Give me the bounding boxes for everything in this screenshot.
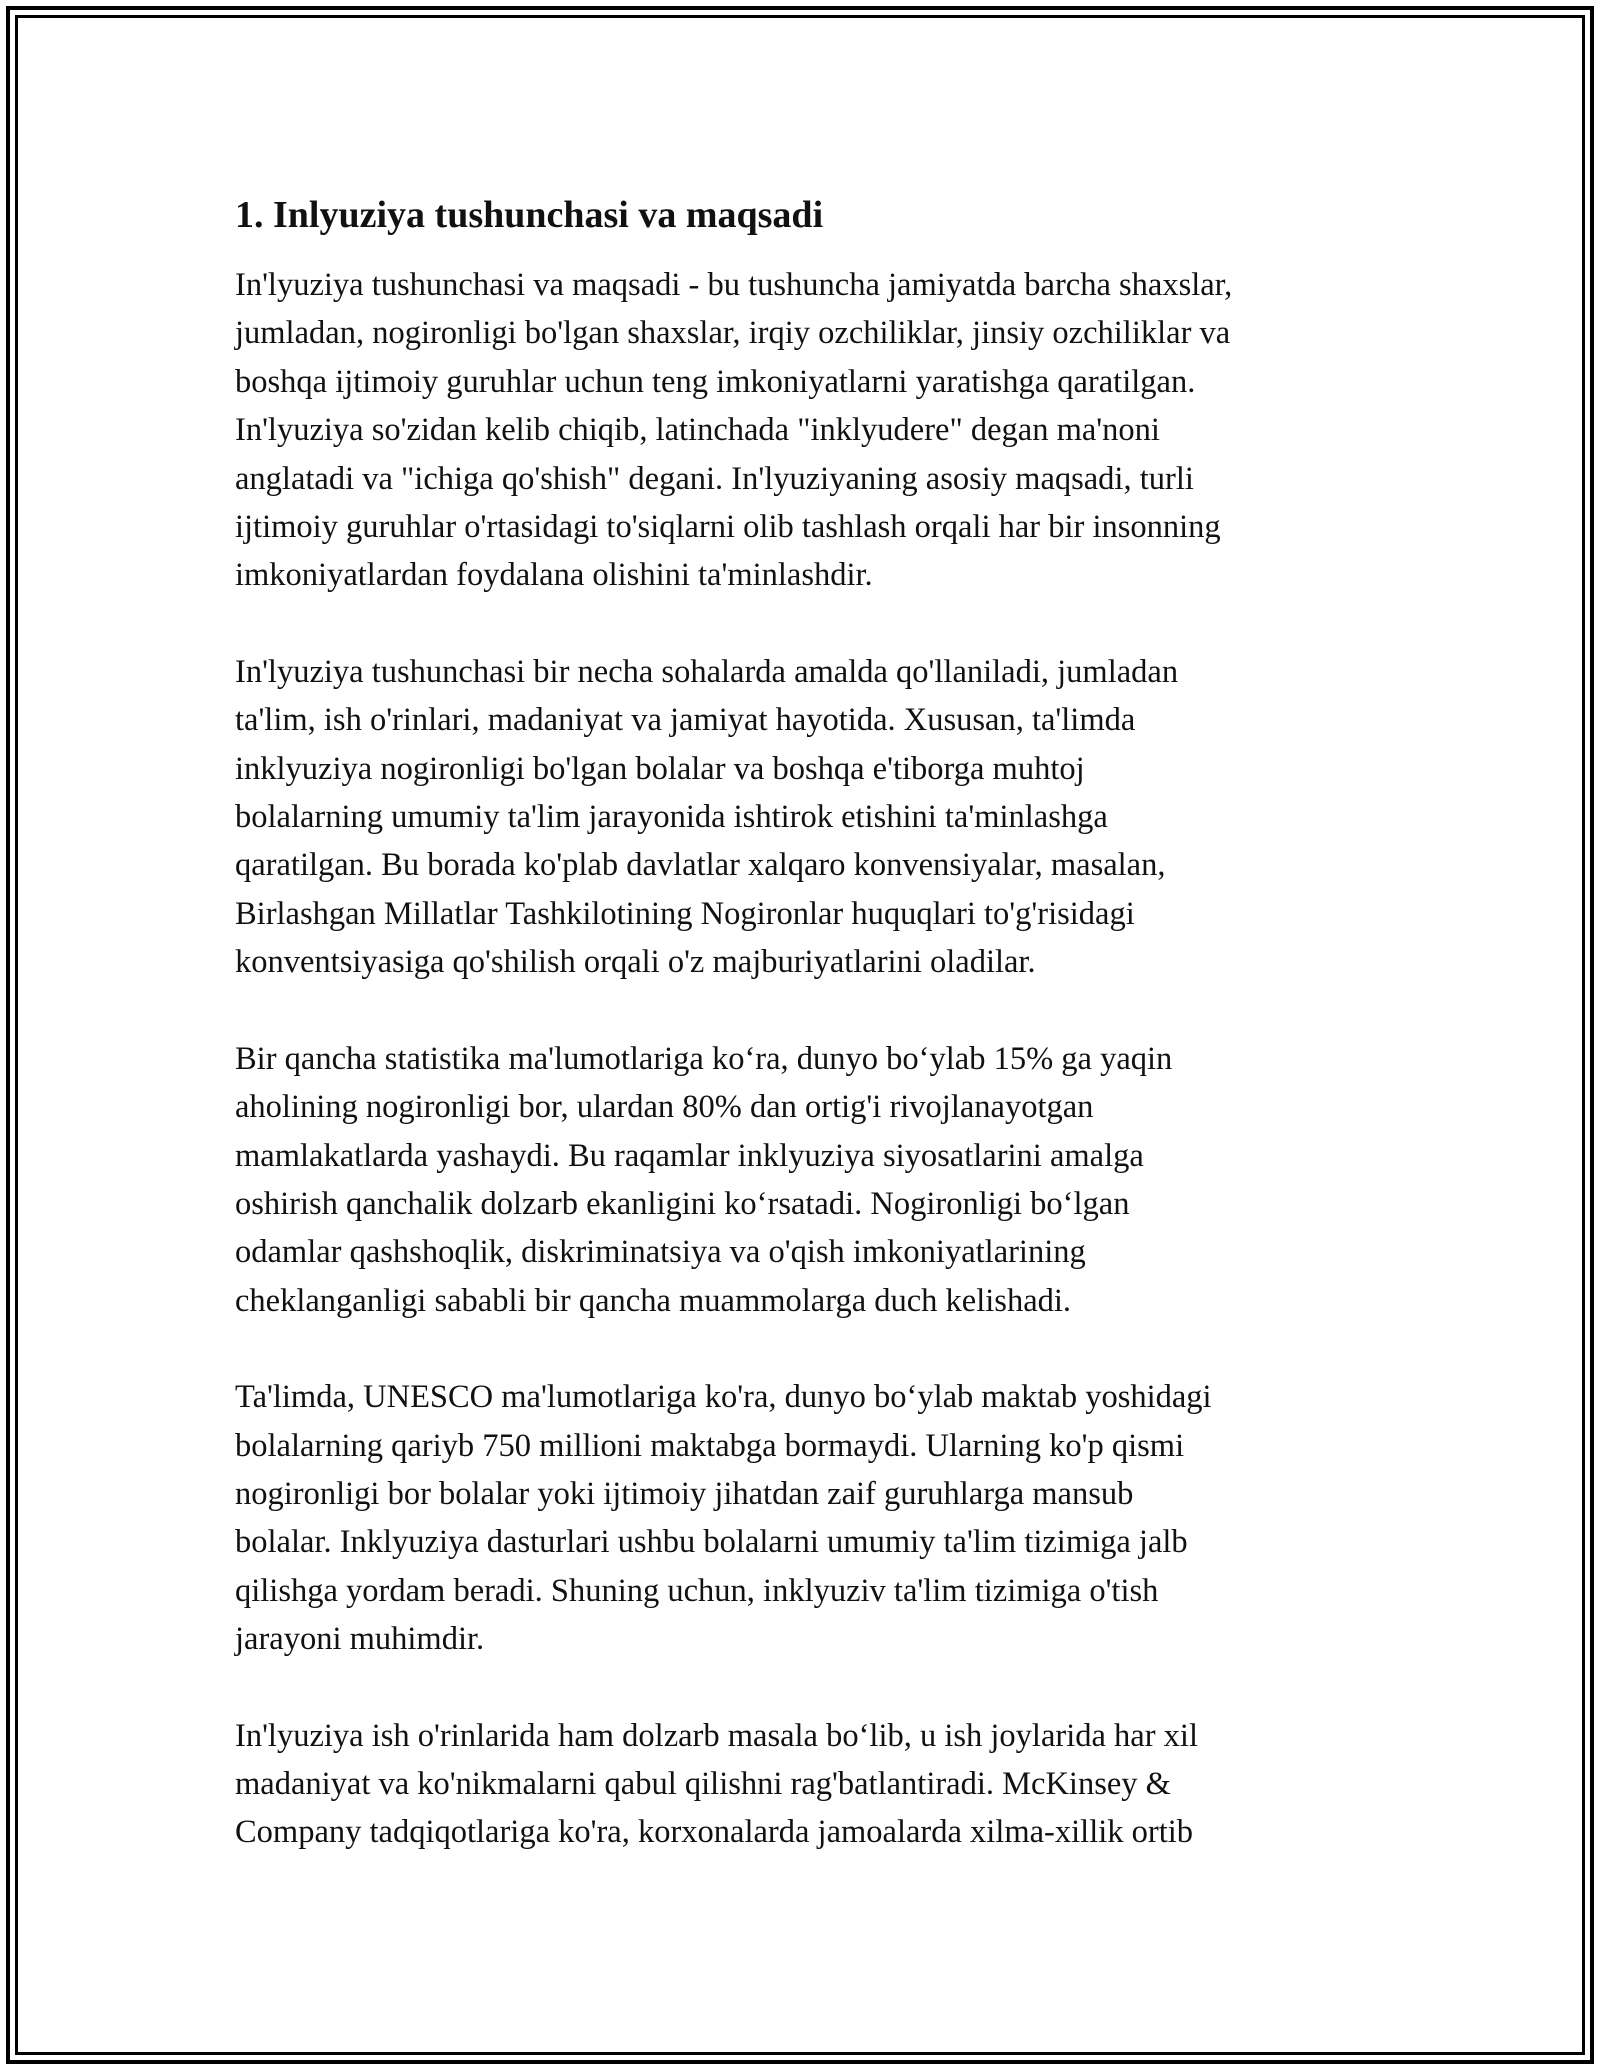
paragraph-2: In'lyuziya tushunchasi bir necha sohalarda amalda qo'llaniladi, jumladan ta'lim, ish o'rinlari, madaniyat va jamiyat hayotida. Xususan, ta'limda inklyuziya nogironligi bo'lgan bolalar va boshqa e'tiborga muhtoj bolalarning umumiy ta'lim jarayonida ishtirok etishini ta'minlashga qaratilgan. Bu borada ko'plab davlatlar xalqaro konvensiyalar, masalan, Birlashgan Millatlar Tashkilotining Nogironlar huquqlari to'g'risidagi konventsiyasiga qo'shilish orqali o'z majburiyatlarini oladilar. <box>235 653 1179 981</box>
paragraph-5: In'lyuziya ish o'rinlarida ham dolzarb masala bo‘lib, u ish joylarida har xil madaniyat va ko'nikmalarni qabul qilishni rag'batlantiradi. McKinsey & Company tadqiqotlariga ko'ra, korxonalarda jamoalarda xilma-xillik ortib <box>235 1717 1198 1851</box>
section-heading: 1. Inlyuziya tushunchasi va maqsadi <box>235 194 824 236</box>
paragraph-4: Ta'limda, UNESCO ma'lumotlariga ko'ra, dunyo bo‘ylab maktab yoshidagi bolalarning qariyb 750 millioni maktabga bormaydi. Ularning ko'p qismi nogironligi bor bolalar yoki ijtimoiy jihatdan zaif guruhlarga mansub bolalar. Inklyuziya dasturlari ushbu bolalarni umumiy ta'lim tizimiga jalb qilishga yordam beradi. Shuning uchun, inklyuziv ta'lim tizimiga o'tish jarayoni muhimdir. <box>235 1379 1212 1658</box>
document-body <box>235 185 1375 1905</box>
paragraph-1: In'lyuziya tushunchasi va maqsadi - bu tushuncha jamiyatda barcha shaxslar, jumladan, nogironligi bo'lgan shaxslar, irqiy ozchiliklar, jinsiy ozchiliklar va boshqa ijtimoiy guruhlar uchun teng imkoniyatlarni yaratishga qaratilgan. In'lyuziya so'zidan kelib chiqib, latinchada "inklyudere" degan ma'noni anglatadi va "ichiga qo'shish" degani. In'lyuziyaning asosiy maqsadi, turli ijtimoiy guruhlar o'rtasidagi to'siqlarni olib tashlash orqali har bir insonning imkoniyatlardan foydalana olishini ta'minlashdir. <box>235 267 1233 594</box>
paragraph-3: Bir qancha statistika ma'lumotlariga ko‘ra, dunyo bo‘ylab 15% ga yaqin aholining nogironligi bor, ulardan 80% dan ortig'i rivojlanayotgan mamlakatlarda yashaydi. Bu raqamlar inklyuziya siyosatlarini amalga oshirish qanchalik dolzarb ekanligini ko‘rsatadi. Nogironligi bo‘lgan odamlar qashshoqlik, diskriminatsiya va o'qish imkoniyatlarining cheklanganligi sababli bir qancha muammolarga duch kelishadi. <box>235 1040 1173 1319</box>
